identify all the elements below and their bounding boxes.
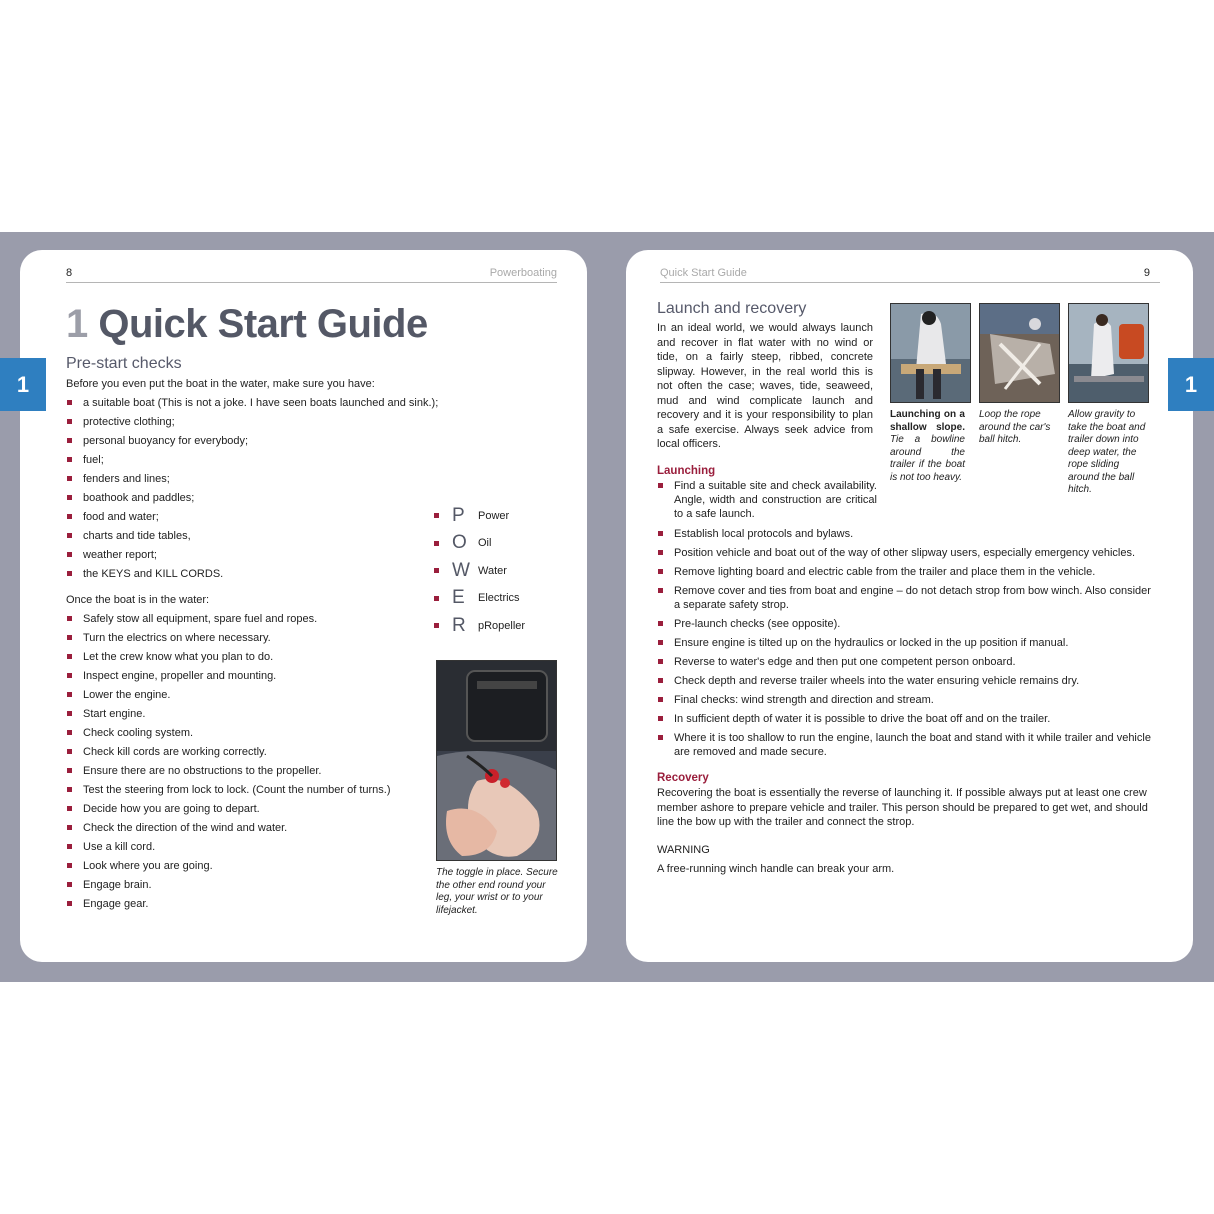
list-item: Check cooling system.: [66, 726, 391, 745]
list-item: weather report;: [66, 548, 438, 567]
list-item: personal buoyancy for everybody;: [66, 434, 438, 453]
list-item: Where it is too shallow to run the engine, launch the boat and stand with it while trailer and vehicle are removed and made secure.: [657, 731, 1157, 759]
list-item: Test the steering from lock to lock. (Count the number of turns.): [66, 783, 391, 802]
list-item: Check depth and reverse trailer wheels into the water ensuring vehicle remains dry.: [657, 674, 1157, 693]
mnemonic-item: [434, 502, 525, 530]
caption-bold: Launching on a shallow slope.: [890, 409, 965, 433]
list-item: Reverse to water's edge and then put one competent person onboard.: [657, 655, 1157, 674]
list-item: charts and tide tables,: [66, 529, 438, 548]
right-page: [626, 250, 1193, 962]
list-item: In sufficient depth of water it is possible to drive the boat off and on the trailer.: [657, 712, 1157, 731]
chapter-title-text: Quick Start Guide: [98, 302, 428, 346]
launch-photo-3: [1068, 303, 1149, 403]
list-item: Let the crew know what you plan to do.: [66, 650, 391, 669]
mnemonic-word: Water: [478, 564, 507, 577]
power-mnemonic: [434, 502, 525, 640]
running-head: Quick Start Guide: [660, 267, 747, 279]
list-item: Lower the engine.: [66, 688, 391, 707]
mnemonic-word: Electrics: [478, 592, 520, 605]
list-item: fenders and lines;: [66, 472, 438, 491]
list-item: Establish local protocols and bylaws.: [657, 527, 1157, 546]
chapter-number: 1: [66, 302, 88, 346]
mnemonic-word: pRopeller: [478, 619, 526, 632]
caption-text: Tie a bowline around the trailer if the boat is not too heavy.: [890, 434, 965, 483]
chapter-title: [66, 302, 428, 347]
list-item: Use a kill cord.: [66, 840, 391, 859]
water-list: [66, 612, 391, 916]
page-number: 8: [66, 267, 73, 279]
running-head: Powerboating: [489, 267, 557, 279]
mnemonic-item: [434, 557, 525, 585]
list-item: food and water;: [66, 510, 438, 529]
recovery-text: Recovering the boat is essentially the reverse of launching it. If possible always put at least one crew member ashore to prepare vehicle and trailer. This person should be prepared to get wet, and should line the bow up with the trailer and connect the strop.: [657, 787, 1148, 828]
right-page-header: [660, 267, 1160, 283]
kill-cord-photo: [436, 660, 557, 861]
mnemonic-item: [434, 530, 525, 558]
list-item: Engage brain.: [66, 878, 391, 897]
list-item: Check kill cords are working correctly.: [66, 745, 391, 764]
prestart-heading: Pre-start checks: [66, 355, 182, 372]
warning-text: A free-running winch handle can break your arm.: [657, 863, 895, 875]
recovery-heading: Recovery: [657, 772, 709, 784]
mnemonic-letter: E: [452, 587, 465, 609]
launching-list-b: [657, 527, 1157, 764]
mnemonic-letter: P: [452, 504, 465, 526]
prestart-list: [66, 396, 438, 586]
mnemonic-word: Power: [478, 509, 510, 522]
list-item: protective clothing;: [66, 415, 438, 434]
list-item: Look where you are going.: [66, 859, 391, 878]
launching-heading: Launching: [657, 465, 716, 477]
list-item: the KEYS and KILL CORDS.: [66, 567, 438, 586]
book-spread: [0, 232, 1214, 982]
list-item: Find a suitable site and check availability. Angle, width and construction are critical to a safe launch.: [657, 479, 877, 521]
mnemonic-letter: O: [452, 532, 467, 554]
launch-heading: Launch and recovery: [657, 300, 807, 317]
list-item: Ensure engine is tilted up on the hydraulics or locked in the up position if manual.: [657, 636, 1157, 655]
list-item: boathook and paddles;: [66, 491, 438, 510]
page-number: 9: [1143, 267, 1150, 279]
launch-photo-1: [890, 303, 971, 403]
mnemonic-word: Oil: [478, 537, 492, 550]
photo-caption: The toggle in place. Secure the other end round your leg, your wrist or to your lifejacket.: [436, 867, 558, 916]
list-item: Inspect engine, propeller and mounting.: [66, 669, 391, 688]
launch-intro: In an ideal world, we would always launch and recover in flat water with no wind or tide, on a fairly steep, ribbed, concrete slipway. However, in the real world this is not often the case; waves, tide, seaweed, mud and wind complicate launch and recovery and it is your responsibility to plan a safe exercise. Always seek advice from local officers.: [657, 322, 873, 450]
photo-caption-2: Loop the rope around the car's ball hitch.: [979, 409, 1051, 445]
list-item: Check the direction of the wind and water.: [66, 821, 391, 840]
chapter-tab-left: 1: [0, 358, 46, 411]
list-item: Final checks: wind strength and direction and stream.: [657, 693, 1157, 712]
prestart-intro: Before you even put the boat in the water, make sure you have:: [66, 378, 375, 390]
list-item: a suitable boat (This is not a joke. I have seen boats launched and sink.);: [66, 396, 438, 415]
list-item: Start engine.: [66, 707, 391, 726]
list-item: Engage gear.: [66, 897, 391, 916]
mnemonic-letter: R: [452, 614, 466, 636]
list-item: Safely stow all equipment, spare fuel and ropes.: [66, 612, 391, 631]
warning-heading: WARNING: [657, 844, 710, 856]
list-item: Turn the electrics on where necessary.: [66, 631, 391, 650]
mnemonic-item: [434, 612, 525, 640]
photo-caption-1: [890, 409, 965, 484]
mnemonic-letter: W: [452, 559, 470, 581]
list-item: Remove lighting board and electric cable from the trailer and place them in the vehicle.: [657, 565, 1157, 584]
list-item: Pre-launch checks (see opposite).: [657, 617, 1157, 636]
list-item: Remove cover and ties from boat and engine – do not detach strop from bow winch. Also consider a separate safety strop.: [657, 584, 1157, 612]
list-item: Decide how you are going to depart.: [66, 802, 391, 821]
list-item: Ensure there are no obstructions to the propeller.: [66, 764, 391, 783]
list-item: Position vehicle and boat out of the way of other slipway users, especially emergency vehicles.: [657, 546, 1157, 565]
chapter-tab-right: 1: [1168, 358, 1214, 411]
left-page-header: [66, 267, 557, 283]
launch-photo-2: [979, 303, 1060, 403]
launching-list-a: [657, 479, 877, 526]
mnemonic-item: [434, 585, 525, 613]
list-item: fuel;: [66, 453, 438, 472]
left-page: [20, 250, 587, 962]
water-intro: Once the boat is in the water:: [66, 594, 210, 606]
photo-caption-3: Allow gravity to take the boat and trailer down into deep water, the rope sliding around the ball hitch.: [1068, 409, 1146, 495]
